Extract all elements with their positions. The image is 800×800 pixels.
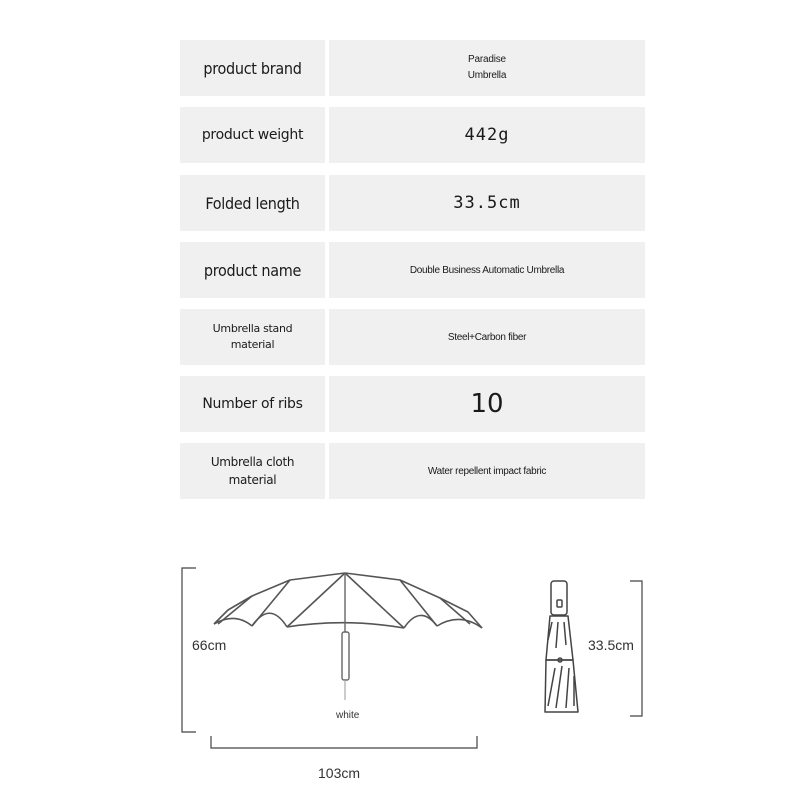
spec-label-line: Umbrella cloth bbox=[210, 455, 295, 469]
spec-label-line: material bbox=[230, 338, 275, 351]
color-caption: white bbox=[336, 710, 360, 721]
width-bracket bbox=[211, 736, 477, 748]
folded-umbrella bbox=[545, 581, 578, 712]
spec-value: Double Business Automatic Umbrella bbox=[329, 242, 645, 298]
spec-label: Number of ribs bbox=[180, 376, 325, 432]
spec-value: Steel+Carbon fiber bbox=[329, 309, 645, 365]
spec-label: product name bbox=[180, 242, 325, 298]
spec-value-line: Umbrella bbox=[467, 70, 507, 81]
open-width-label: 103cm bbox=[318, 765, 361, 781]
spec-label: product weight bbox=[180, 107, 325, 163]
umbrella-shaft bbox=[342, 573, 349, 700]
open-height-label: 66cm bbox=[192, 637, 227, 653]
spec-value-line: Paradise bbox=[468, 54, 506, 65]
umbrella-canopy bbox=[214, 573, 482, 628]
spec-label: product brand bbox=[180, 40, 325, 96]
spec-value: Water repellent impact fabric bbox=[329, 443, 645, 499]
folded-length-label: 33.5cm bbox=[588, 637, 634, 653]
spec-label: Folded length bbox=[180, 175, 325, 231]
spec-value: 442g bbox=[329, 107, 645, 163]
spec-value: 10 bbox=[329, 376, 645, 432]
spec-label-line: material bbox=[228, 473, 277, 487]
spec-value: 33.5cm bbox=[329, 175, 645, 231]
spec-label-line: Umbrella stand bbox=[212, 322, 293, 335]
